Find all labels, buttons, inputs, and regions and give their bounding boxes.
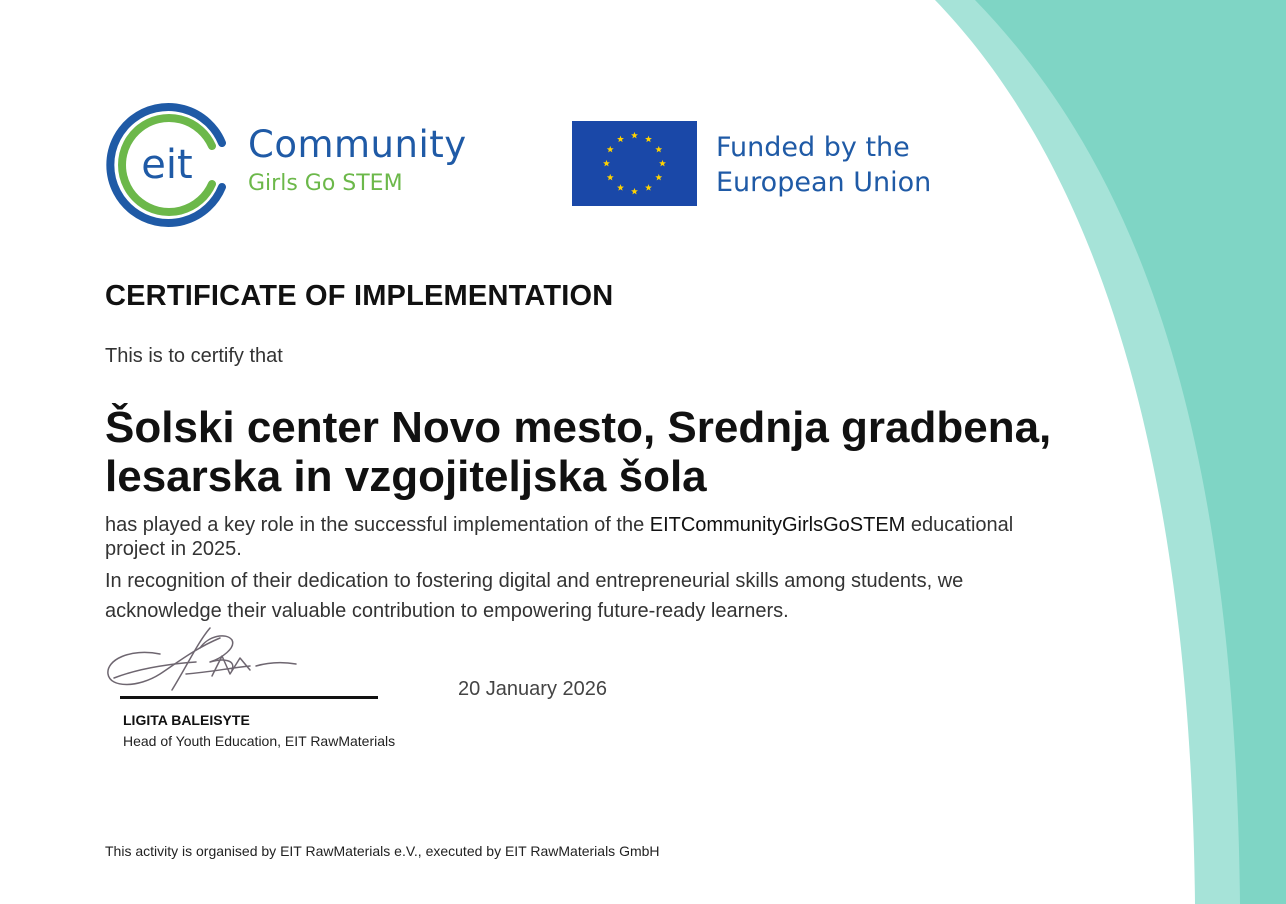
certificate-date: 20 January 2026 <box>458 678 608 700</box>
signature-line <box>120 696 378 699</box>
implementation-paragraph <box>105 513 1065 561</box>
eu-funding-text <box>716 130 931 200</box>
recipient-name: Šolski center Novo mesto, Srednja gradbena, lesarska in vzgojiteljska šola <box>105 403 1052 501</box>
eu-funding-line-2: European Union <box>716 167 932 198</box>
certificate-title: CERTIFICATE OF IMPLEMENTATION <box>105 280 614 312</box>
handwritten-signature-icon <box>100 618 300 698</box>
signer-role: Head of Youth Education, EIT RawMaterials <box>123 733 396 749</box>
signer-name: LIGITA BALEISYTE <box>123 712 250 728</box>
eit-logo-icon <box>104 100 240 230</box>
recognition-paragraph: In recognition of their dedication to fostering digital and entrepreneurial skills among students, we acknowledge their valuable contribution to empowering future-ready learners. <box>105 570 964 622</box>
footer-note: This activity is organised by EIT RawMaterials e.V., executed by EIT RawMaterials GmbH <box>105 843 660 859</box>
certify-intro: This is to certify that <box>105 345 283 367</box>
logo-community-text: Community <box>248 123 467 166</box>
logo-subtitle-text: Girls Go STEM <box>248 171 403 196</box>
eu-flag-icon <box>572 121 697 206</box>
paragraph-text-after: educational project in 2025. <box>105 514 1014 560</box>
project-name: EITCommunityGirlsGoSTEM <box>649 514 906 536</box>
eit-logo-mark: eit <box>141 142 193 188</box>
paragraph-text-before: has played a key role in the successful implementation of the <box>105 514 650 536</box>
eu-funding-line-1: Funded by the <box>716 132 910 163</box>
